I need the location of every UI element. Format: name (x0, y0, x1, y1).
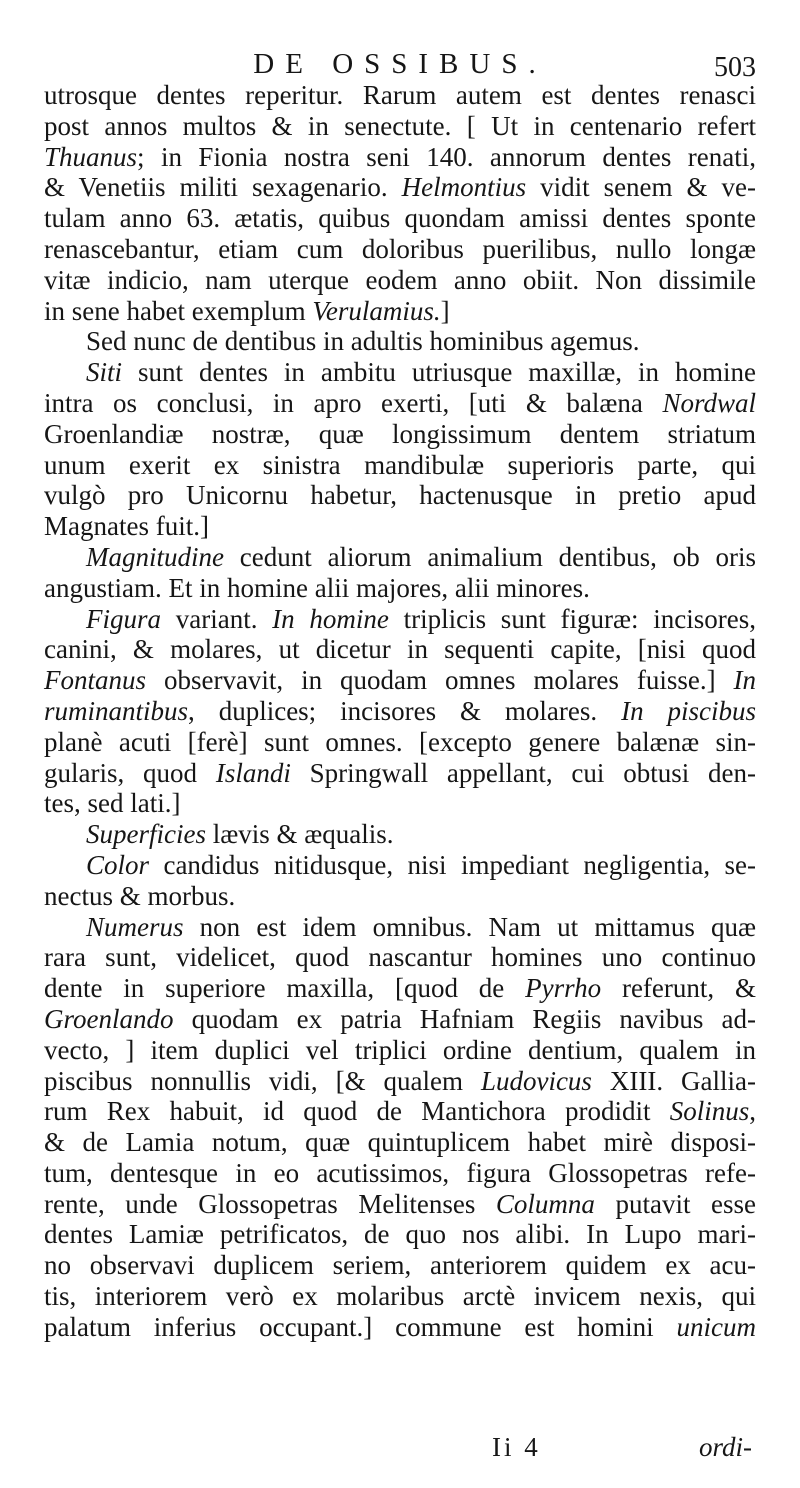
signature-mark: Ii 4 (492, 1432, 541, 1462)
text-run: Groenlandiæ nostræ, quæ longissimum dentem striatum (44, 418, 756, 449)
text-line (44, 942, 756, 973)
text-run: tes, sed lati.] (44, 788, 181, 819)
text-line (44, 1035, 756, 1066)
text-line (44, 573, 756, 604)
text-run: in sene habet exemplum (44, 295, 313, 326)
text-run: dente in superiore maxilla, [quod de (44, 973, 526, 1004)
text-line (44, 203, 756, 234)
text-run: putavit esse (594, 1188, 756, 1219)
text-run: Sed nunc de dentibus in adultis hominibus agemus. (86, 326, 640, 357)
text-line (44, 1096, 756, 1127)
italic-term: Siti (86, 357, 123, 388)
text-line (44, 788, 756, 819)
text-run: lævis & æqualis. (205, 819, 394, 850)
text-run: canini, & molares, ut dicetur in sequenti capite, [nisi quod (44, 634, 756, 665)
text-line (44, 326, 756, 357)
text-run: sunt dentes in ambitu utriusque maxillæ, in homine (122, 357, 756, 388)
italic-term: Thuanus (44, 141, 138, 172)
text-line (44, 1219, 756, 1250)
text-line (44, 265, 756, 296)
text-run: unum exerit ex sinistra mandibulæ superioris parte, qui (44, 449, 756, 480)
text-line (44, 881, 756, 912)
text-run: intra os conclusi, in apro exerti, [uti & balæna (44, 387, 663, 418)
text-run: planè acuti [ferè] sunt omnes. [excepto genere balænæ sin- (44, 726, 756, 757)
catchword: ordi- (699, 1432, 752, 1462)
text-run: tis, interiorem verò ex molaribus arctè invicem nexis, qui (44, 1281, 756, 1312)
text-run: no observavi duplicem seriem, anteriorem quidem ex acu- (44, 1250, 756, 1281)
text-run: & Venetiis militi sexagenario. (44, 172, 402, 203)
text-line (44, 819, 756, 850)
page-number: 503 (714, 52, 756, 83)
text-run: ] (440, 295, 450, 326)
text-run: , (749, 1096, 756, 1127)
italic-term: Helmontius (401, 172, 527, 203)
italic-term: Verulamius. (312, 295, 441, 326)
text-line (44, 727, 756, 758)
text-line (44, 1158, 756, 1189)
italic-term: In piscibus (621, 695, 756, 726)
text-line (44, 1312, 756, 1343)
text-run: non est idem omnibus. Nam ut mittamus quæ (183, 911, 756, 942)
text-run: rara sunt, videlicet, quod nascantur homines uno continuo (44, 942, 756, 973)
text-line (44, 634, 756, 665)
text-run: angustiam. Et in homine alii majores, alii minores. (44, 572, 590, 603)
text-line (44, 296, 756, 327)
text-line (44, 142, 756, 173)
text-line (44, 973, 756, 1004)
text-run: cedunt aliorum animalium dentibus, ob oris (223, 541, 756, 572)
body-text (44, 80, 756, 1343)
text-line (44, 696, 756, 727)
text-run: gularis, quod (44, 757, 216, 788)
text-run: rente, unde Glossopetras Melitenses (44, 1188, 496, 1219)
italic-term: In (733, 665, 756, 696)
text-run: & de Lamia notum, quæ quintuplicem habet mirè disposi- (44, 1127, 756, 1158)
text-run: vidit senem & ve- (526, 172, 756, 203)
running-head (40, 44, 760, 84)
text-line (44, 172, 756, 203)
italic-term: In homine (272, 603, 389, 634)
italic-term: ruminantibus (44, 695, 189, 726)
text-line (44, 912, 756, 943)
text-run: dentes Lamiæ petrificatos, de quo nos alibi. In Lupo mari- (44, 1219, 756, 1250)
text-line (44, 1066, 756, 1097)
text-line (44, 111, 756, 142)
text-run: triplicis sunt figuræ: incisores, (388, 603, 756, 634)
text-line (44, 80, 756, 111)
text-run: nectus & morbus. (44, 880, 236, 911)
text-run: XIII. Gallia- (591, 1065, 757, 1096)
text-line (44, 1250, 756, 1281)
page-footer (0, 1430, 800, 1464)
text-line (44, 1281, 756, 1312)
text-run: quodam ex patria Hafniam Regiis navibus ad- (173, 1003, 756, 1034)
text-line (44, 357, 756, 388)
text-line (44, 388, 756, 419)
text-run: variant. (161, 603, 273, 634)
text-line (44, 234, 756, 265)
italic-term: Ludovicus (480, 1065, 592, 1096)
running-title: DE OSSIBUS. (253, 48, 547, 80)
text-line (44, 604, 756, 635)
text-run: vitæ indicio, nam uterque eodem anno obiit. Non dissimile (44, 264, 756, 295)
text-line (44, 480, 756, 511)
text-run: tulam anno 63. ætatis, quibus quondam amissi dentes sponte (44, 203, 756, 234)
italic-term: Magnitudine (86, 541, 224, 572)
text-run: piscibus nonnullis vidi, [& qualem (44, 1065, 481, 1096)
text-run: vecto, ] item duplici vel triplici ordine dentium, qualem in (44, 1034, 756, 1065)
text-line (44, 1004, 756, 1035)
italic-term: Numerus (86, 911, 184, 942)
text-line (44, 758, 756, 789)
text-run: referunt, & (601, 973, 756, 1004)
text-run: ; in Fionia nostra seni 140. annorum dentes renati, (137, 141, 756, 172)
italic-term: Figura (86, 603, 162, 634)
text-run: Springwall appellant, cui obtusi den- (290, 757, 756, 788)
text-line (44, 850, 756, 881)
text-run: palatum inferius occupant.] commune est homini (44, 1311, 677, 1342)
text-line (44, 419, 756, 450)
text-run: , duplices; incisores & molares. (188, 695, 622, 726)
italic-term: unicum (676, 1311, 756, 1342)
text-run: renascebantur, etiam cum doloribus puerilibus, nullo longæ (44, 233, 756, 264)
text-line (44, 511, 756, 542)
italic-term: Columna (495, 1188, 595, 1219)
text-run: Magnates fuit.] (44, 511, 209, 542)
text-run: observavit, in quodam omnes molares fuisse.] (146, 665, 734, 696)
text-run: rum Rex habuit, id quod de Mantichora prodidit (44, 1096, 670, 1127)
italic-term: Superficies (86, 819, 206, 850)
text-line (44, 450, 756, 481)
text-run: utrosque dentes reperitur. Rarum autem est dentes renasci (44, 80, 756, 110)
text-run: tum, dentesque in eo acutissimos, figura Glossopetras refe- (44, 1157, 756, 1188)
italic-term: Solinus (669, 1096, 750, 1127)
italic-term: Groenlando (44, 1003, 174, 1034)
text-run: vulgò pro Unicornu habetur, hactenusque in pretio apud (44, 480, 756, 511)
italic-term: Islandi (215, 757, 291, 788)
italic-term: Color (86, 849, 150, 880)
text-line (44, 1127, 756, 1158)
text-line (44, 1189, 756, 1220)
italic-term: Nordwal (662, 387, 756, 418)
text-run: candidus nitidusque, nisi impediant negligentia, se- (149, 849, 756, 880)
text-line (44, 665, 756, 696)
text-line (44, 542, 756, 573)
italic-term: Pyrrho (525, 973, 602, 1004)
italic-term: Fontanus (44, 665, 147, 696)
text-run: post annos multos & in senectute. [ Ut in centenario refert (44, 110, 756, 141)
